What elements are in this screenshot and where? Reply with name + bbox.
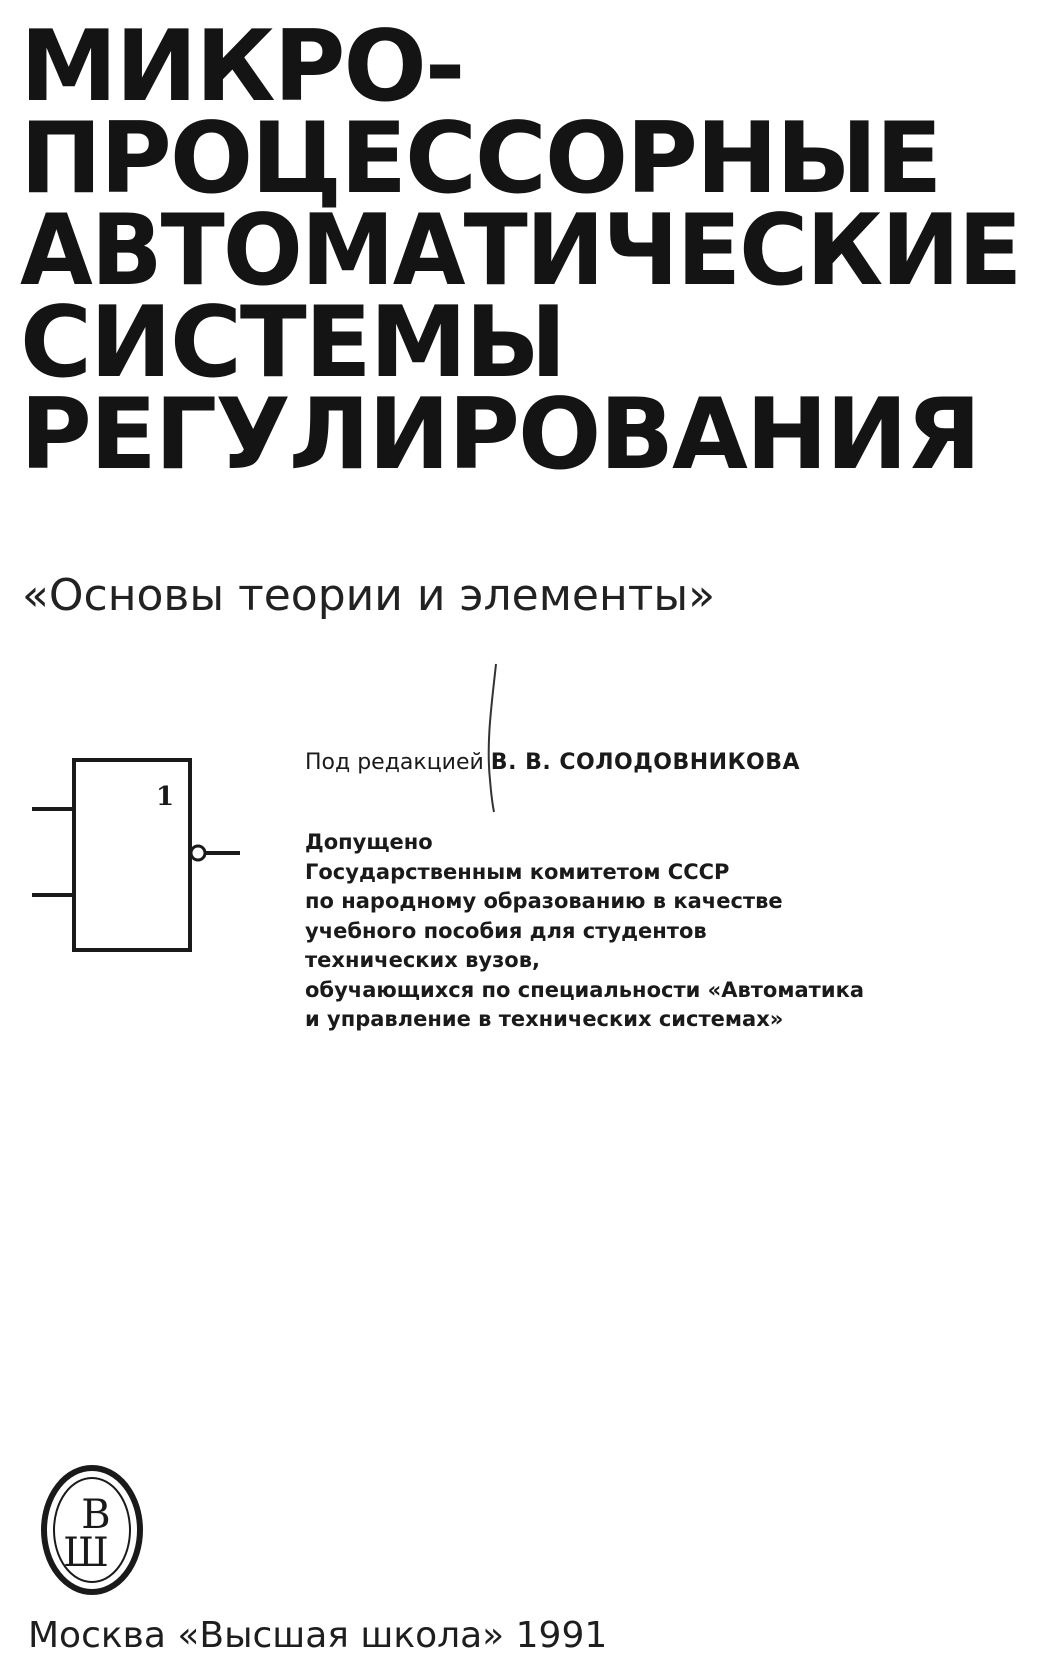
subtitle: «Основы теории и элементы» [22,570,716,621]
logo-letter-top: В [81,1492,111,1538]
approval-line: и управление в технических системах» [305,1007,784,1031]
gate-label: 1 [156,782,175,812]
vsh-publisher-logo-icon [38,1462,146,1598]
title-line-5: РЕГУЛИРОВАНИЯ [20,378,980,492]
editor-prefix: Под редакцией [305,750,484,775]
approval-line: учебного пособия для студентов [305,918,707,943]
title-line-1: МИКРО- [20,10,464,124]
approval-line: технических вузов, [305,948,540,972]
approval-line: обучающихся по специальности «Автоматика [305,977,864,1002]
editor-line [305,752,800,774]
title-line-3: АВТОМАТИЧЕСКИЕ [20,194,1021,308]
approval-line: Допущено [305,830,433,854]
title-line-2: ПРОЦЕССОРНЫЕ [20,102,941,216]
not-gate-symbol-icon [28,757,258,957]
imprint: Москва «Высшая школа» 1991 [28,1615,608,1656]
approval-line: Государственным комитетом СССР [305,859,730,884]
approval-line: по народному образованию в качестве [305,889,783,913]
logo-letter-bottom: Ш [63,1530,109,1576]
editor-name: В. В. СОЛОДОВНИКОВА [490,750,801,775]
approval-block [305,828,864,1035]
title-line-4: СИСТЕМЫ [20,286,565,400]
pen-mark-icon [478,662,508,822]
